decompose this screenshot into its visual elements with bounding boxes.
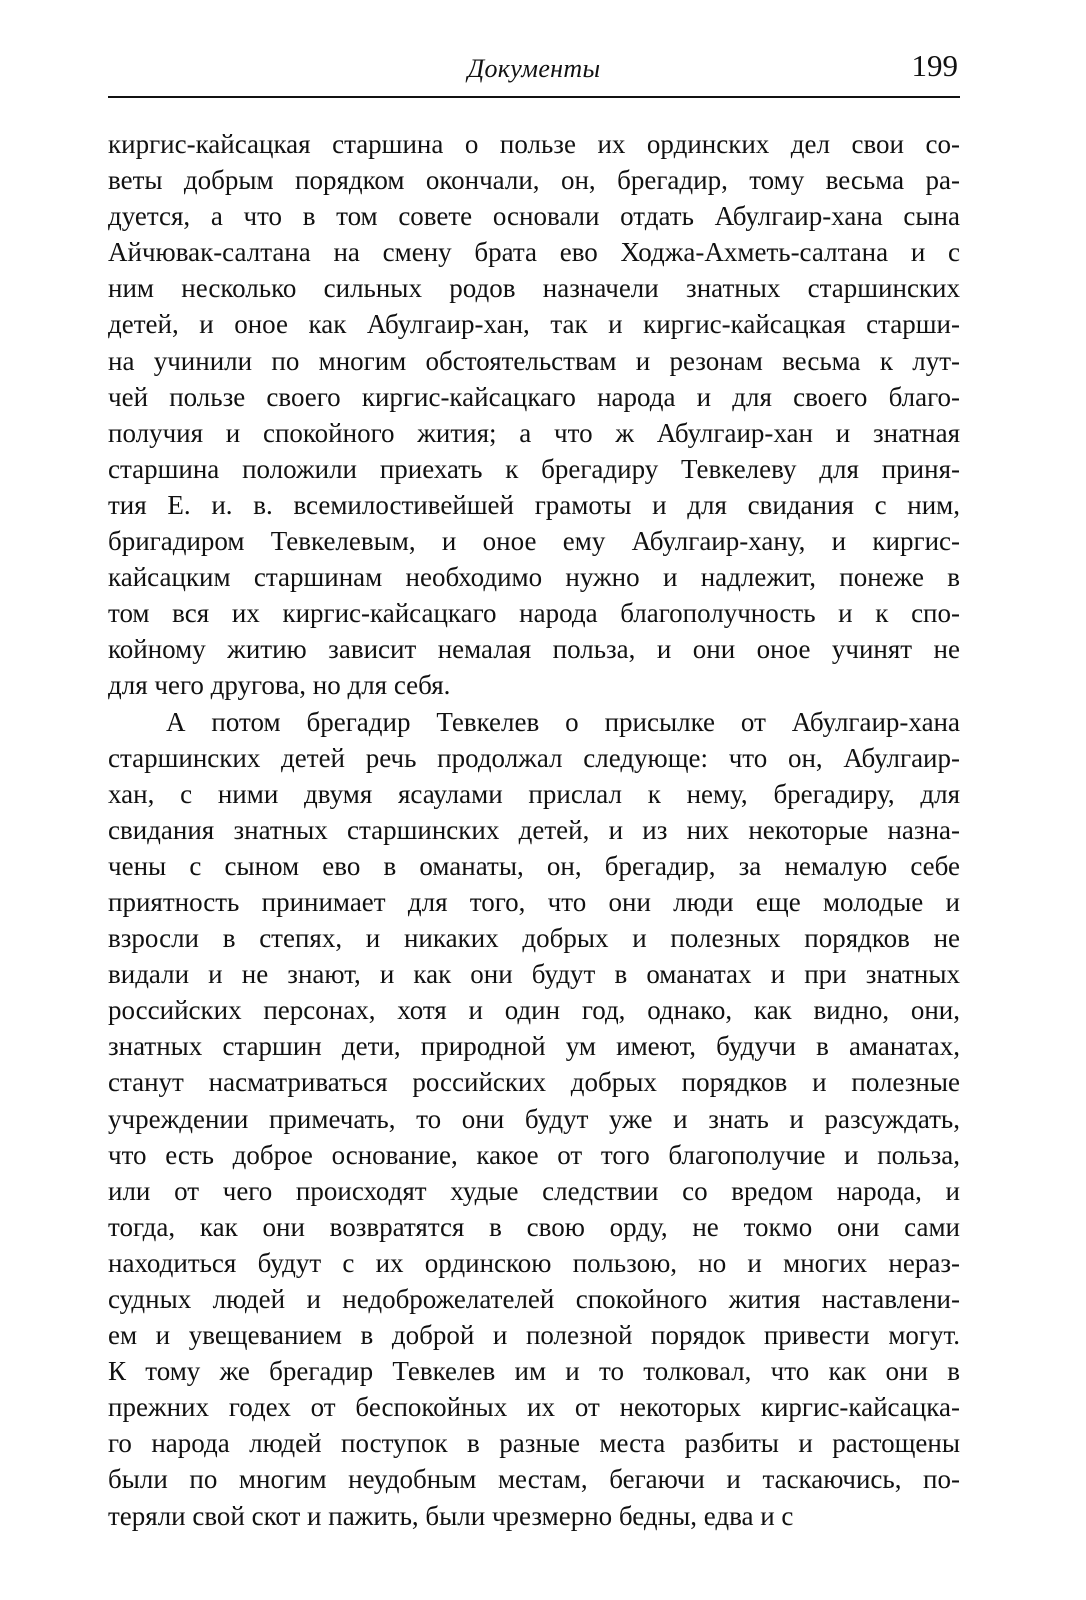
text-line: бригадиром Тевкелевым, и оное ему Абулгаир-хану, и киргис- xyxy=(108,526,960,557)
text-line: киргис-кайсацкая старшина о пользе их ординских дел свои со- xyxy=(108,129,960,159)
text-line: том вся их киргис-кайсацкаго народа благополучность и к спо- xyxy=(108,598,960,629)
text-line: хан, с ними двумя ясаулами прислал к нему, брегадиру, для xyxy=(108,778,960,809)
text-line: А потом брегадир Тевкелев о присылке от Абулгаир-хана xyxy=(166,706,960,737)
text-line: взросли в степях, и никаких добрых и полезных порядков не xyxy=(108,923,960,954)
text-line: знатных старшин дети, природной ум имеют, будучи в аманатах, xyxy=(108,1031,960,1062)
text-line: ним несколько сильных родов назначели знатных старшинских xyxy=(108,273,960,304)
text-line: прежних годех от беспокойных их от некоторых киргис-кайсацка- xyxy=(108,1392,960,1423)
text-line: го народа людей поступок в разные места разбиты и растощены xyxy=(108,1428,960,1459)
running-title: Документы xyxy=(467,54,601,83)
text-line: или от чего происходят худые следствии со вредом народа, и xyxy=(108,1175,960,1206)
text-line: тогда, как они возвратятся в свою орду, не токмо они сами xyxy=(108,1211,960,1242)
text-line: приятность принимает для того, что они люди еще молодые и xyxy=(108,886,960,917)
text-line: для чего другова, но для себя. xyxy=(108,670,451,701)
text-line: старшина положили приехать к брегадиру Тевкелеву для приня- xyxy=(108,453,960,484)
text-line: теряли свой скот и пажить, были чрезмерно бедны, едва и с xyxy=(108,1500,794,1531)
text-line: на учинили по многим обстоятельствам и резонам весьма к лут- xyxy=(108,345,960,376)
text-line: находиться будут с их ординскою пользою, но и многих нераз- xyxy=(108,1247,960,1278)
text-line: станут насматриваться российских добрых порядков и полезные xyxy=(108,1067,960,1098)
header-rule xyxy=(108,96,960,98)
text-line: учреждении примечать, то они будут уже и знать и разсуждать, xyxy=(108,1103,960,1134)
text-line: койному житию зависит немалая польза, и они оное учинят не xyxy=(108,634,960,665)
text-line: детей, и оное как Абулгаир-хан, так и киргис-кайсацкая старши- xyxy=(108,309,960,340)
text-line: тия Е. и. в. всемилостивейшей грамоты и для свидания с ним, xyxy=(108,489,960,520)
text-line: были по многим неудобным местам, бегаючи и таскаючись, по- xyxy=(108,1464,960,1495)
text-line: чены с сыном ево в оманаты, он, брегадир, за немалую себе xyxy=(108,850,960,881)
text-line: К тому же брегадир Тевкелев им и то толковал, что как они в xyxy=(108,1356,960,1387)
paragraph xyxy=(108,704,960,1534)
text-line: видали и не знают, и как они будут в оманатах и при знатных xyxy=(108,959,960,990)
text-line: ем и увещеванием в доброй и полезной порядок привести могут. xyxy=(108,1320,960,1351)
text-line: кайсацким старшинам необходимо нужно и надлежит, понеже в xyxy=(108,562,960,593)
text-line: дуется, а что в том совете основали отдать Абулгаир-хана сына xyxy=(108,201,960,232)
text-line: судных людей и недоброжелателей спокойного жития наставлени- xyxy=(108,1284,960,1314)
body-text xyxy=(108,126,960,1534)
text-line: старшинских детей речь продолжал следующе: что он, Абулгаир- xyxy=(108,742,960,773)
paragraph xyxy=(108,126,960,704)
text-line: российских персонах, хотя и один год, однако, как видно, они, xyxy=(108,995,960,1026)
text-line: веты добрым порядком окончали, он, брегадир, тому весьма ра- xyxy=(108,165,960,196)
text-line: что есть доброе основание, какое от того благополучие и польза, xyxy=(108,1139,960,1170)
text-line: получия и спокойного жития; а что ж Абулгаир-хан и знатная xyxy=(108,417,960,448)
page-number: 199 xyxy=(911,48,958,83)
text-line: Айчювак-салтана на смену брата ево Ходжа-Ахметь-салтана и с xyxy=(108,237,960,268)
text-line: чей пользе своего киргис-кайсацкаго народа и для своего благо- xyxy=(108,381,960,412)
text-line: свидания знатных старшинских детей, и из них некоторые назна- xyxy=(108,814,960,845)
running-head xyxy=(108,48,960,92)
